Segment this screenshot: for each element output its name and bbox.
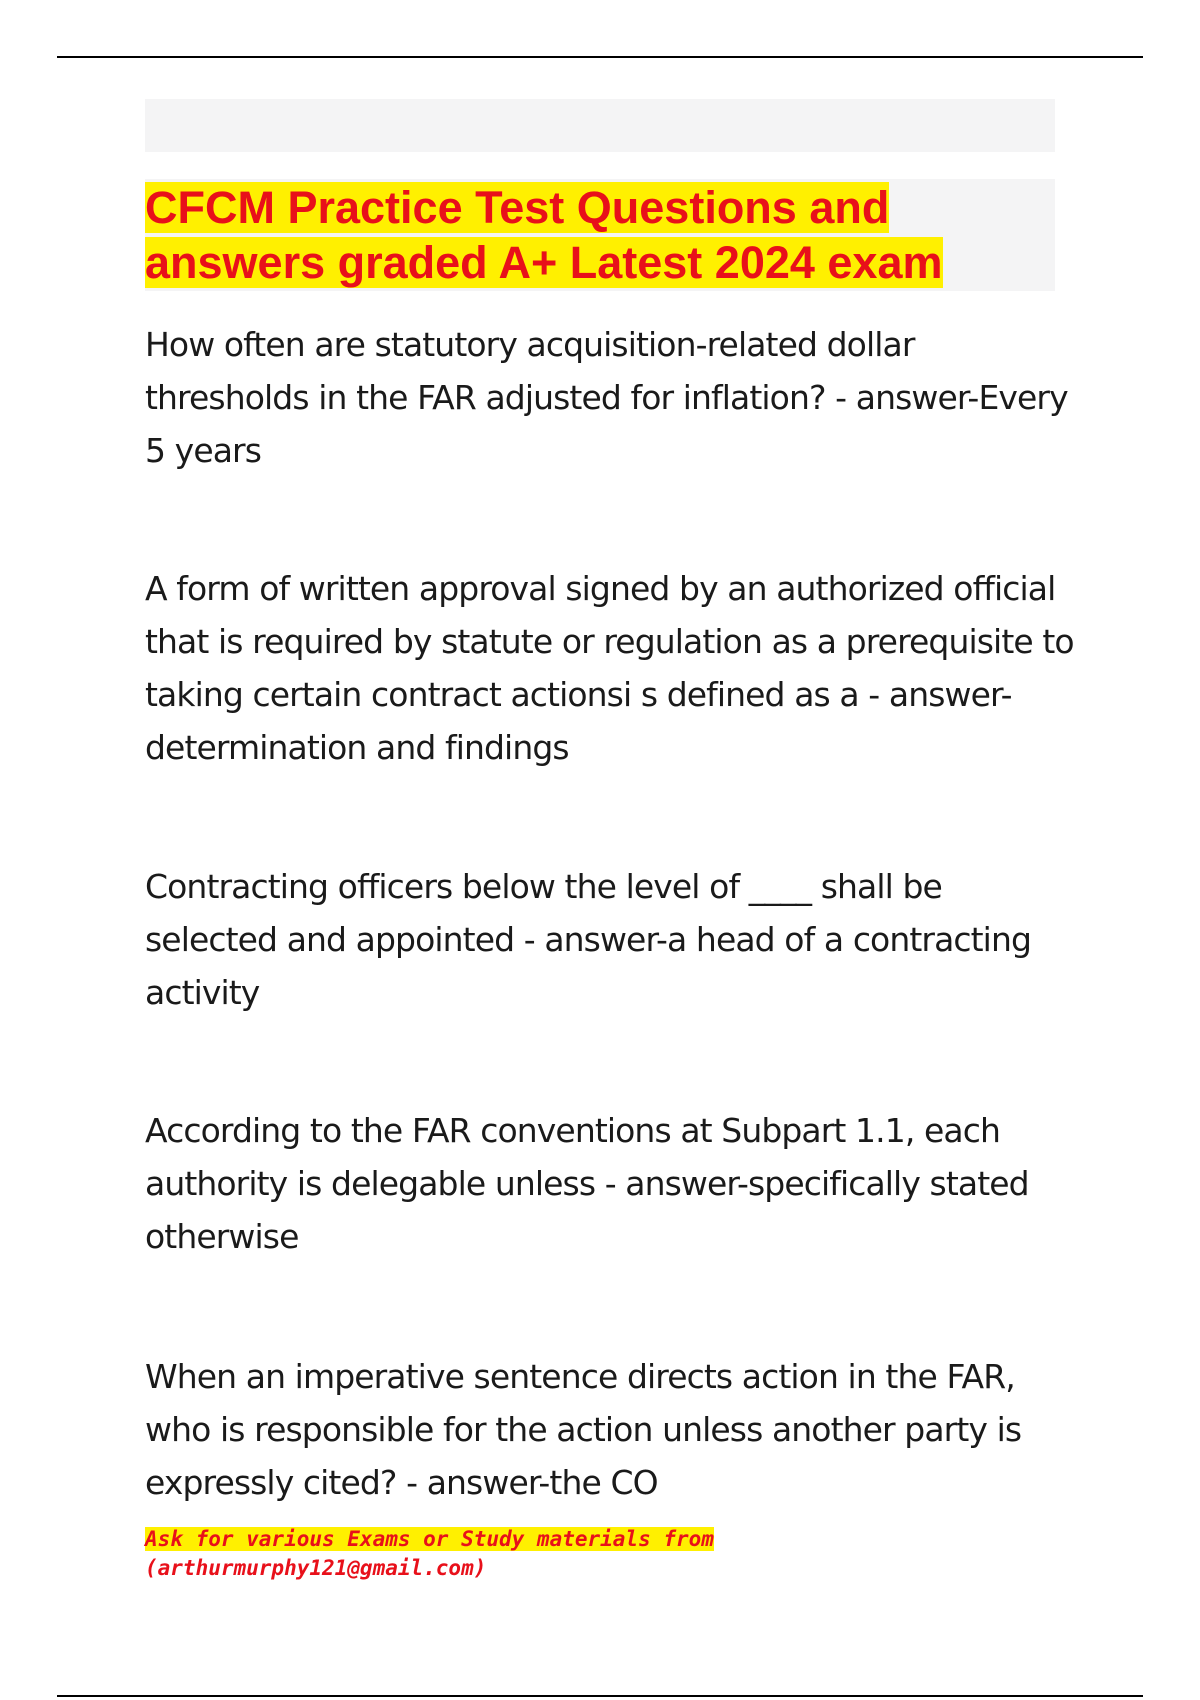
title-line-2: answers graded A+ Latest 2024 exam [145,237,943,288]
document-title [145,180,1055,290]
title-line-1: CFCM Practice Test Questions and [145,182,890,233]
top-rule [57,56,1143,58]
bottom-rule [57,1695,1143,1697]
qa-item-5: When an imperative sentence directs action in the FAR, who is responsible for the action unless another party is expressly cited? - answer-the CO [145,1357,1022,1502]
qa-item-1: How often are statutory acquisition-related dollar thresholds in the FAR adjusted for inflation? - answer-Every 5 years [145,325,1068,470]
qa-item-3: Contracting officers below the level of ____ shall be selected and appointed - answer-a head of a contracting activity [145,867,1032,1012]
qa-item-4: According to the FAR conventions at Subpart 1.1, each authority is delegable unless - answer-specifically stated otherwise [145,1111,1029,1256]
qa-item-2: A form of written approval signed by an authorized official that is required by statute or regulation as a prerequisite to taking certain contract actionsi s defined as a - answer-determination and findings [145,569,1074,767]
header-band [145,99,1055,152]
footer-line-1: Ask for various Exams or Study materials from [145,1527,714,1551]
footer-email: (arthurmurphy121@gmail.com) [145,1556,487,1580]
footer-contact [145,1525,714,1583]
